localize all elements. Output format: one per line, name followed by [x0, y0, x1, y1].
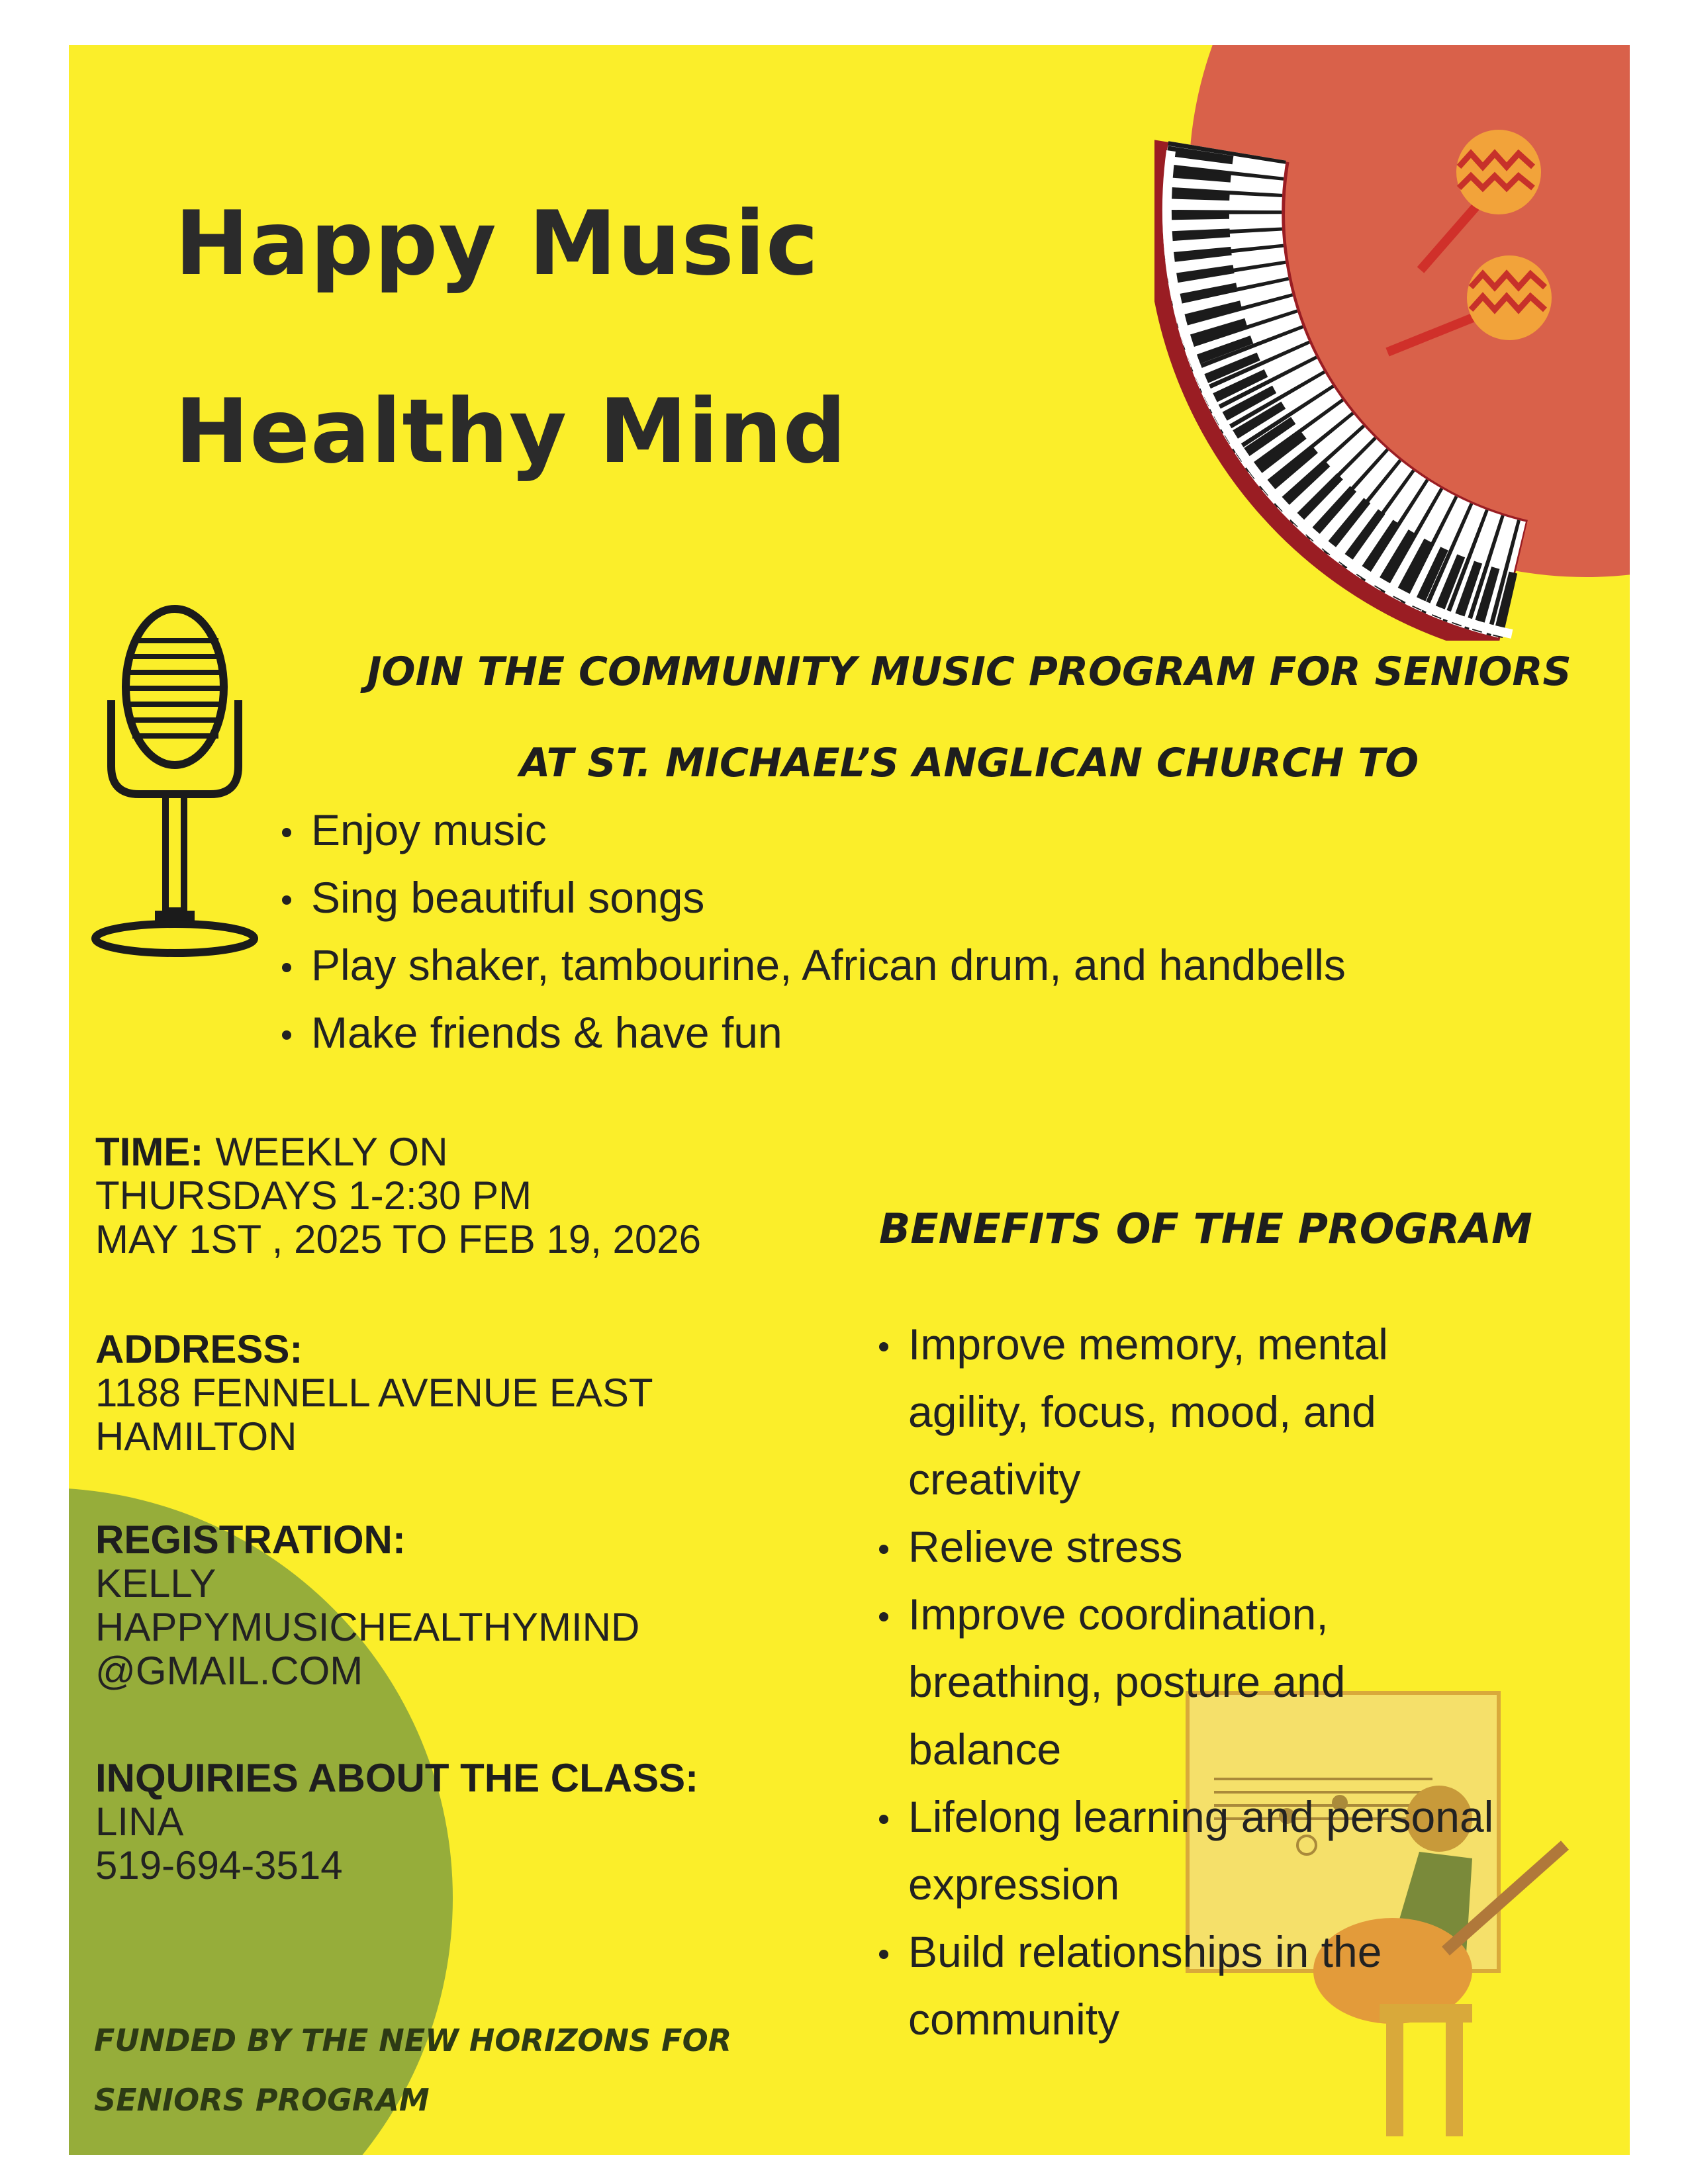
inquiries-value: LINA	[95, 1799, 184, 1844]
address-value: 1188 FENNELL AVENUE EAST	[95, 1371, 653, 1415]
benefit-line: expression	[908, 1860, 1120, 1909]
registration-label: REGISTRATION:	[95, 1518, 406, 1562]
benefit-line: Relieve stress	[908, 1522, 1183, 1571]
time-value: THURSDAYS 1-2:30 PM	[95, 1173, 532, 1218]
microphone-icon	[89, 601, 267, 972]
flyer	[69, 45, 1630, 2155]
list-item	[875, 1580, 1493, 1783]
inquiries-value: 519-694-3514	[95, 1843, 343, 1888]
list-item	[875, 1513, 1493, 1580]
list-item: Play shaker, tambourine, African drum, and handbells	[278, 931, 1346, 999]
benefits-list	[875, 1310, 1493, 2053]
benefit-line: Improve coordination,	[908, 1590, 1329, 1639]
funding-line: SENIORS PROGRAM	[94, 2082, 430, 2118]
registration-section	[95, 1518, 639, 1693]
activities-list	[278, 796, 1346, 1066]
benefit-line: creativity	[908, 1455, 1081, 1504]
list-item	[875, 1310, 1493, 1513]
list-item: Make friends & have fun	[278, 999, 1346, 1066]
intro-line-2: AT ST. MICHAEL’S ANGLICAN CHURCH TO	[519, 740, 1419, 786]
list-item	[875, 1918, 1493, 2053]
address-label: ADDRESS:	[95, 1327, 303, 1371]
address-section	[95, 1328, 653, 1459]
time-label: TIME:	[95, 1130, 204, 1174]
intro-line-1: JOIN THE COMMUNITY MUSIC PROGRAM FOR SENIORS	[367, 649, 1571, 695]
registration-value: HAPPYMUSICHEALTHYMIND	[95, 1605, 640, 1649]
inquiries-label: INQUIRIES ABOUT THE CLASS:	[95, 1756, 699, 1800]
list-item	[875, 1783, 1493, 1918]
list-item: Sing beautiful songs	[278, 864, 1346, 931]
benefit-line: Improve memory, mental	[908, 1320, 1388, 1369]
list-item: Enjoy music	[278, 796, 1346, 864]
benefits-title: BENEFITS OF THE PROGRAM	[879, 1205, 1532, 1253]
time-value: MAY 1ST , 2025 TO FEB 19, 2026	[95, 1217, 701, 1261]
benefit-line: community	[908, 1995, 1120, 2044]
maracas-icon	[1366, 124, 1565, 402]
time-value: WEEKLY ON	[215, 1130, 448, 1174]
time-section	[95, 1130, 701, 1261]
title-line-2: Healthy Mind	[175, 380, 847, 483]
benefit-line: agility, focus, mood, and	[908, 1387, 1376, 1436]
benefit-line: Lifelong learning and personal	[908, 1792, 1494, 1841]
funding-line: FUNDED BY THE NEW HORIZONS FOR	[94, 2023, 732, 2058]
benefit-line: breathing, posture and	[908, 1657, 1346, 1706]
benefit-line: balance	[908, 1725, 1062, 1774]
registration-value: @GMAIL.COM	[95, 1649, 363, 1693]
address-value: HAMILTON	[95, 1414, 297, 1459]
funding-note	[94, 2011, 731, 2130]
inquiries-section	[95, 1756, 698, 1888]
title-line-1: Happy Music	[175, 192, 820, 295]
registration-value: KELLY	[95, 1561, 216, 1606]
benefit-line: Build relationships in the	[908, 1927, 1382, 1976]
